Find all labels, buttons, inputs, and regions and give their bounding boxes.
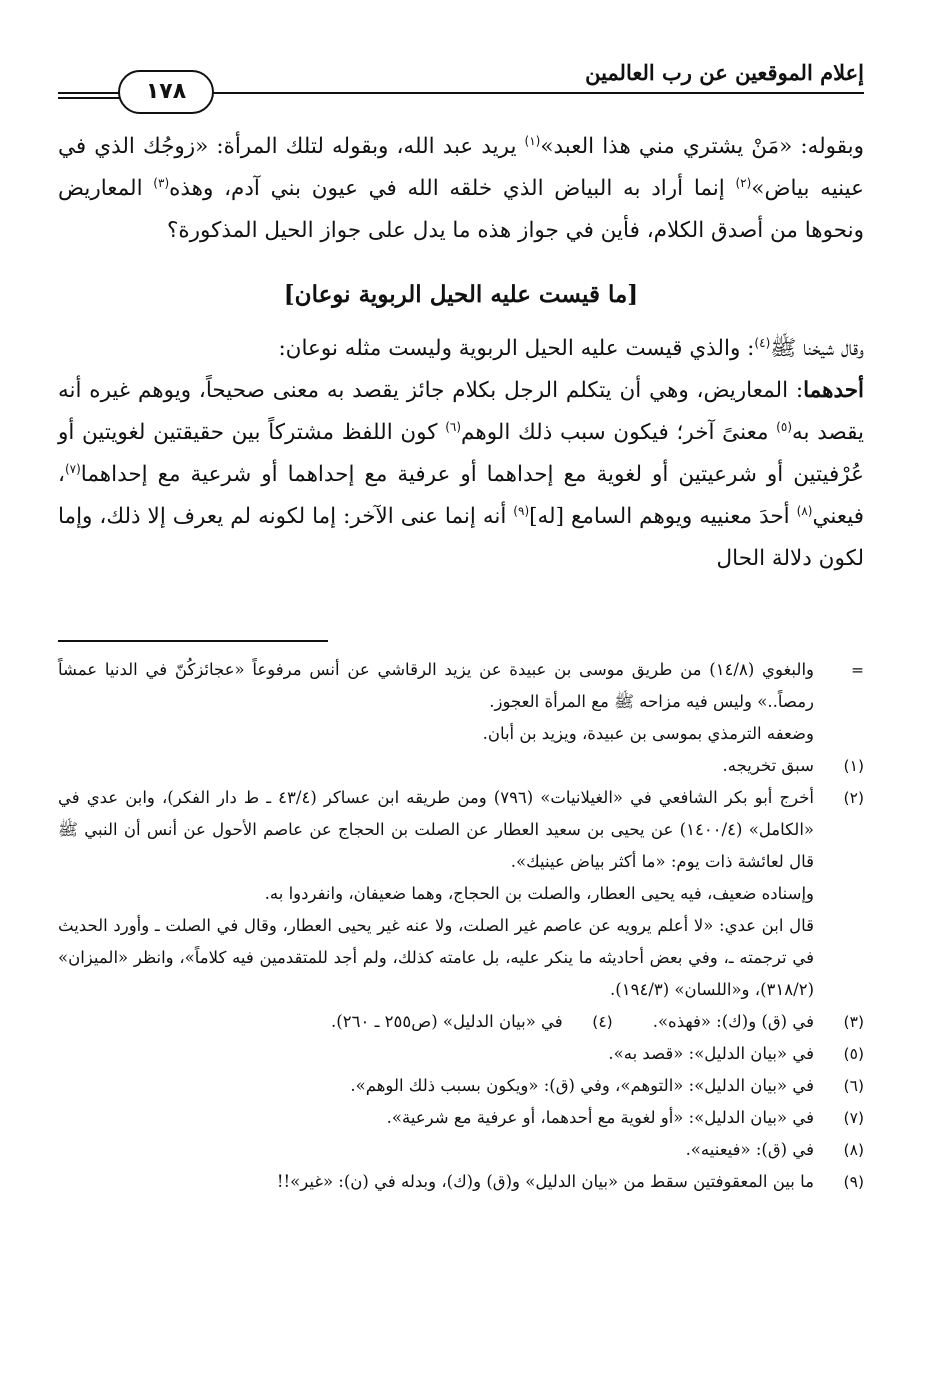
footnote-number: (٢) [843,789,864,807]
footnote-number: (٧) [843,1109,864,1127]
text-run: أنه إنما عنى الآخر: إما لكونه لم يعرف إلا ذلك، وإما لكون دلالة الحال [58,504,864,571]
footnote-number: (٥) [843,1045,864,1063]
footnote-ref-6[interactable]: (٦) [445,419,462,434]
footnote-8 [58,1134,864,1166]
footnote-ref-2[interactable]: (٢) [735,175,752,190]
text-run: إنما أراد به البياض الذي خلقه الله في عيون بني آدم، وهذه [169,176,736,201]
footnote-ref-5[interactable]: (٥) [776,419,792,434]
footnote-number: (٤) [592,1013,613,1031]
footnote-text: أخرج أبو بكر الشافعي في «الغيلانيات» (٧٩٦) ومن طريقه ابن عساكر (٤٣/٤ ـ ط دار الفكر)، وابن عدي في «الكامل» (١٤٠٠/٤) عن يحيى بن سعيد العطار عن الصلت بن الحجاج عن عاصم الأحول عن أنس أن النبي ﷺ قال لعائشة ذات يوم: «ما أكثر بياض عينيك». [58,788,814,871]
page-number: ١٧٨ [118,70,214,114]
page-header [58,52,864,102]
text-run: المعاريض ونحوها من أصدق الكلام، فأين في جواز هذه ما يدل على جواز الحيل المذكورة؟ [58,176,864,243]
text-run: : المعاريض، وهي أن يتكلم الرجل بكلام جائز يقصد به معنى صحيحاً، ويوهم غيره أنه يقصد به [58,378,864,445]
footnote-number: (٨) [843,1141,864,1159]
footnote-number: (٦) [843,1077,864,1095]
footnote-4 [331,1006,613,1038]
footnote-text: في (ق) و(ك): «فهذه». [652,1012,814,1031]
footnote-7 [58,1102,864,1134]
footnote-9 [58,1166,864,1198]
footnote-3 [653,1006,864,1038]
footnote-number: (١) [843,757,864,775]
footnote-text: سبق تخريجه. [722,756,814,775]
text-run: ، فيعني [58,462,864,529]
footnote-ref-7[interactable]: (٧) [64,461,81,476]
footnote-divider [58,640,328,642]
footnote-text: قال ابن عدي: «لا أعلم يرويه عن عاصم غير الصلت، ولا عنه غير يحيى العطار، وقال في الصلت ـ وأورد الحديث في ترجمته ـ، وفي بعض أحاديثه ما ينكر عليه، بل عامته كذلك، ولم أجد للمتقدمين فيه كلاماً»، وانظر «الميزان» (٣١٨/٢)، و«اللسان» (١٩٤/٣). [58,916,814,999]
text-run: كون اللفظ مشتركاً بين حقيقتين لغويتين أو عُرْفيتين أو شرعيتين أو لغوية مع إحداهما أو عرفية مع إحداهما أو شرعية مع إحداهما [58,420,864,487]
footnote-text: في «بيان الدليل»: «أو لغوية مع أحدهما، أو عرفية مع شرعية». [386,1108,814,1127]
footnote-ref-9[interactable]: (٩) [513,503,530,518]
footnote-6 [58,1070,864,1102]
footnote-continuation [58,654,864,718]
footnote-text: في «بيان الدليل»: «التوهم»، وفي (ق): «ويكون بسبب ذلك الوهم». [350,1076,814,1095]
text-run: يريد عبد الله، وبقوله لتلك المرأة: «زوجُك الذي في عينيه بياض» [58,134,864,201]
section-heading: [ما قيست عليه الحيل الربوية نوعان] [283,281,639,308]
footnote-number: (٩) [843,1173,864,1191]
text-run: وبقوله: «مَنْ يشتري مني هذا العبد» [540,134,864,159]
paragraph-3 [58,370,864,580]
footnote-text: في «بيان الدليل»: «قصد به». [608,1044,814,1063]
footnote-text: ما بين المعقوفتين سقط من «بيان الدليل» و(ق) و(ك)، وبدله في (ن): «غير»!! [276,1172,814,1191]
footnote-text: وإسناده ضعيف، فيه يحيى العطار، والصلت بن الحجاج، وهما ضعيفان، وانفردوا به. [264,884,814,903]
footnotes [58,654,864,1198]
continuation-marker: = [851,661,864,679]
paragraph-2 [58,328,864,370]
text-run: : والذي قيست عليه الحيل الربوية وليست مثله نوعان: [278,336,755,361]
main-text [58,126,864,580]
text-run: معنىً آخر؛ فيكون سبب ذلك الوهم [461,420,777,445]
book-page [58,0,864,1374]
footnote-text: وضعفه الترمذي بموسى بن عبيدة، ويزيد بن أبان. [482,724,814,743]
text-run: أحدَ معنييه ويوهم السامع [له] [529,504,797,529]
footnote-ref-8[interactable]: (٨) [796,503,813,518]
footnote-2 [58,782,864,878]
footnote-text: في (ق): «فيعنيه». [685,1140,814,1159]
footnote-ref-3[interactable]: (٣) [153,175,170,190]
footnote-5 [58,1038,864,1070]
footnote-text: والبغوي (١٤/٨) من طريق موسى بن عبيدة عن يزيد الرقاشي عن أنس مرفوعاً «عجائزكُنّ في الدنيا عمشاً رمصاً..» وليس فيه مزاحه ﷺ مع المرأة العجوز. [58,660,814,711]
text-run: وقال شيخنا ﷺ [770,336,864,361]
footnote-ref-4[interactable]: (٤) [754,335,771,350]
lead-word: أحدهما [803,378,864,403]
footnote-number: (٣) [843,1013,864,1031]
footnote-ref-1[interactable]: (١) [524,133,541,148]
footnote-1 [58,750,864,782]
footnote-row-3-4 [58,1006,864,1038]
paragraph-1 [58,126,864,252]
footnote-text: في «بيان الدليل» (ص٢٥٥ ـ ٢٦٠). [331,1012,563,1031]
running-title: إعلام الموقعين عن رب العالمين [585,60,864,85]
